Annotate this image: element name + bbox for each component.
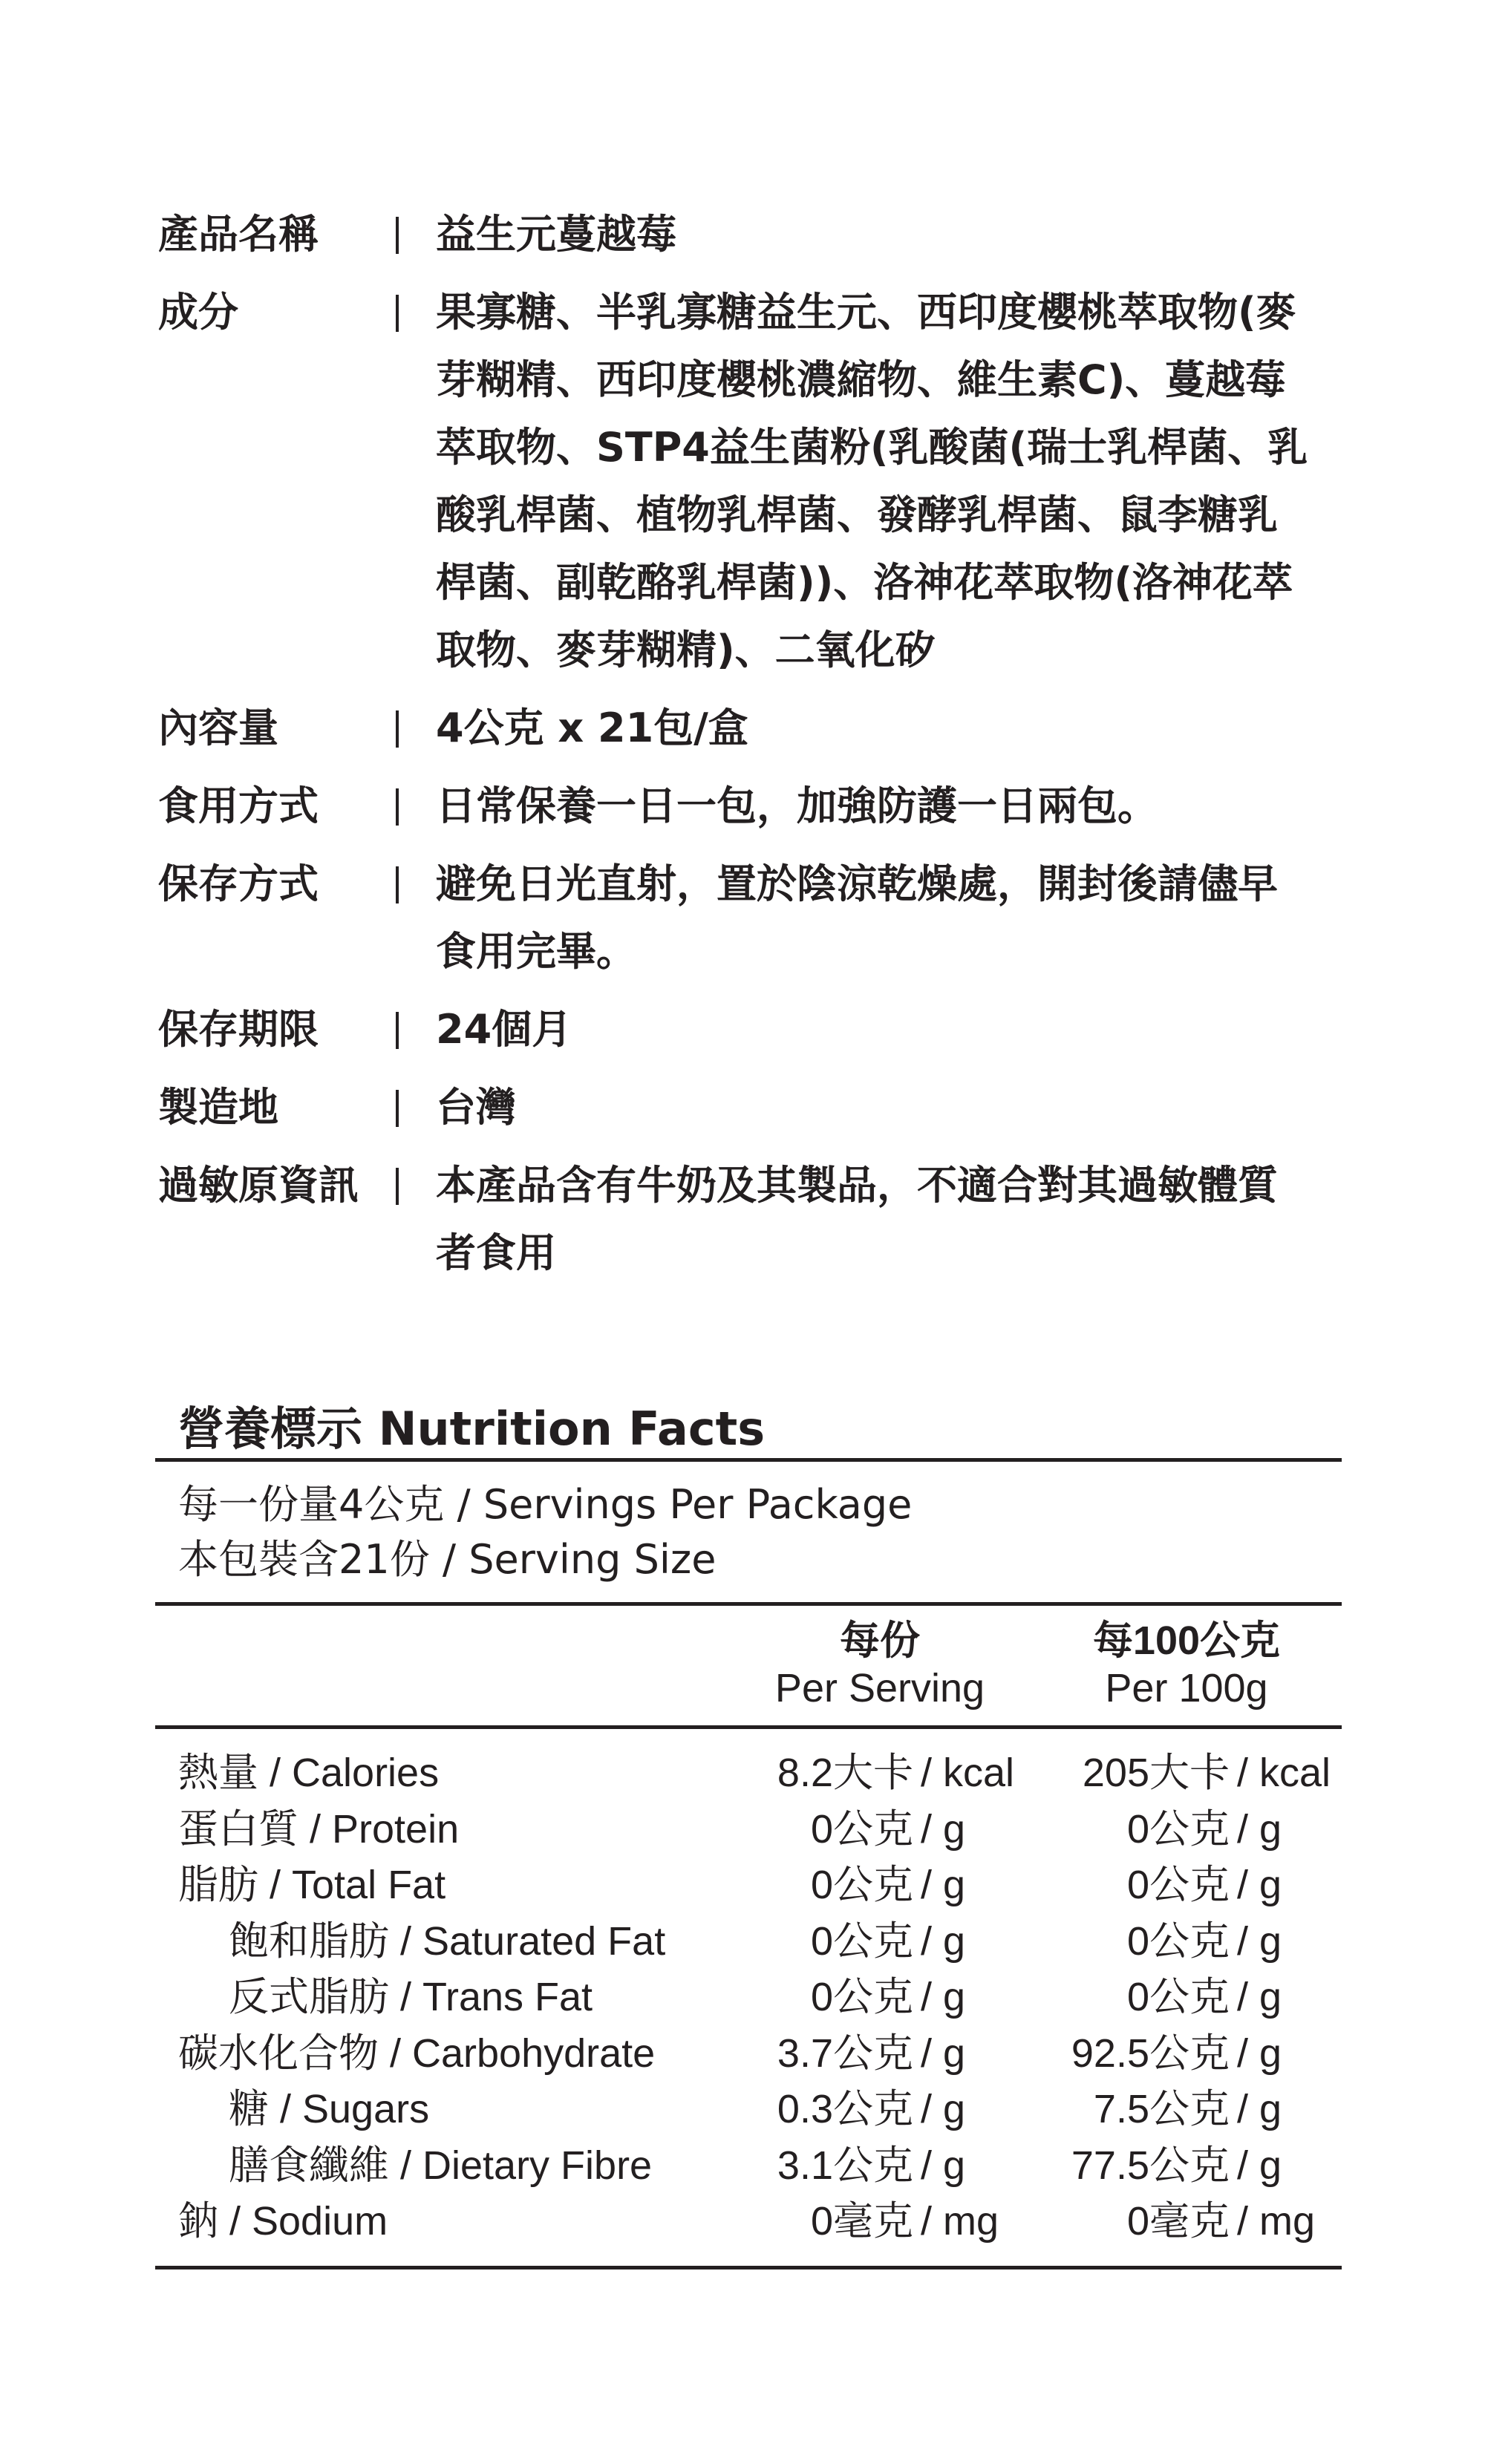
info-label: 產品名稱 <box>158 211 319 258</box>
divider <box>155 1602 1342 1606</box>
info-value: 本產品含有牛奶及其製品，不適合對其過敏體質 者食用 <box>436 1162 1278 1276</box>
info-row <box>158 850 1376 985</box>
divider <box>155 1458 1342 1462</box>
per-serving-value: 0公克 <box>810 1806 913 1852</box>
per-serving-unit: / g <box>921 1918 966 1964</box>
per-serving-value: 0公克 <box>810 1975 913 2019</box>
per-100g-unit: / g <box>1237 1918 1282 1964</box>
nutrient-name: 碳水化合物 / Carbohydrate <box>178 2030 656 2076</box>
divider <box>155 2266 1342 2269</box>
info-row <box>158 996 1376 1063</box>
info-value: 4公克 x 21包/盒 <box>436 705 748 751</box>
nutrition-row <box>178 1857 1366 1913</box>
separator <box>396 1168 399 1205</box>
nutrition-row <box>178 1969 1366 2025</box>
per-100g-value: 92.5公克 <box>1071 2030 1230 2076</box>
separator <box>396 295 399 332</box>
info-row <box>158 278 1376 684</box>
info-row <box>158 694 1376 762</box>
per-100g-value: 0公克 <box>1126 1918 1230 1964</box>
nutrient-name: 膳食纖維 / Dietary Fibre <box>229 2143 653 2188</box>
separator <box>396 1012 399 1049</box>
info-value: 果寡糖、半乳寡糖益生元、西印度櫻桃萃取物(麥 芽糊精、西印度櫻桃濃縮物、維生素C)、蔓越莓 萃取物、STP4益生菌粉(乳酸菌(瑞士乳桿菌、乳 酸乳桿菌、植物乳桿菌、發酵乳桿菌、鼠李糖乳 桿菌、副乾酪乳桿菌))、洛神花萃取物(洛神花萃 取物、麥芽糊精)、二氧化矽 <box>436 289 1308 673</box>
nutrition-row <box>178 2193 1366 2249</box>
per-serving-value: 0毫克 <box>810 2199 913 2244</box>
per-100g-value: 7.5公克 <box>1093 2087 1230 2131</box>
per-100g-unit: / g <box>1237 2030 1282 2076</box>
column-header-zh: 每100公克 <box>1092 1618 1281 1663</box>
info-row <box>158 1151 1376 1287</box>
nutrient-name: 飽和脂肪 / Saturated Fat <box>229 1918 666 1964</box>
per-100g-value: 205大卡 <box>1082 1751 1230 1795</box>
nutrition-row <box>178 2137 1366 2194</box>
nutrient-name: 鈉 / Sodium <box>178 2199 388 2244</box>
info-label: 內容量 <box>158 705 278 751</box>
nutrition-row <box>178 2081 1366 2137</box>
info-value: 24個月 <box>436 1006 572 1053</box>
column-header-per-100g <box>1038 1617 1335 1712</box>
info-label: 過敏原資訊 <box>158 1162 359 1209</box>
info-row <box>158 772 1376 840</box>
separator <box>396 866 399 903</box>
per-serving-unit: / g <box>921 2087 966 2131</box>
per-100g-unit: / g <box>1237 2143 1282 2188</box>
nutrient-name: 脂肪 / Total Fat <box>178 1863 446 1907</box>
per-serving-unit: / g <box>921 2030 966 2076</box>
per-serving-value: 0.3公克 <box>777 2087 913 2131</box>
servings-per-package-line: 本包裝含21份 / Serving Size <box>178 1536 717 1583</box>
info-row <box>158 1073 1376 1141</box>
column-header-zh: 每份 <box>840 1618 920 1663</box>
per-serving-value: 8.2大卡 <box>777 1751 913 1795</box>
per-100g-unit: / g <box>1237 2087 1282 2131</box>
info-row <box>158 200 1376 268</box>
per-100g-value: 0公克 <box>1126 1863 1230 1907</box>
info-label: 保存方式 <box>158 860 319 907</box>
nutrition-row <box>178 1745 1366 1801</box>
per-serving-value: 0公克 <box>810 1918 913 1964</box>
column-header-en: Per 100g <box>1105 1666 1268 1710</box>
per-serving-unit: / g <box>921 1863 966 1907</box>
column-header-per-serving <box>731 1617 1028 1712</box>
per-serving-unit: / kcal <box>921 1751 1015 1795</box>
info-label: 成分 <box>158 289 238 336</box>
per-100g-unit: / g <box>1237 1863 1282 1907</box>
nutrient-name: 熱量 / Calories <box>178 1751 440 1795</box>
info-label: 保存期限 <box>158 1006 319 1053</box>
per-100g-value: 77.5公克 <box>1071 2143 1230 2188</box>
per-100g-value: 0毫克 <box>1126 2199 1230 2244</box>
nutrition-row <box>178 1801 1366 1857</box>
nutrition-row <box>178 1913 1366 1970</box>
divider <box>155 1725 1342 1729</box>
separator <box>396 1090 399 1127</box>
per-100g-value: 0公克 <box>1126 1975 1230 2019</box>
serving-size-line: 每一份量4公克 / Servings Per Package <box>178 1481 913 1528</box>
per-serving-unit: / mg <box>921 2199 999 2244</box>
per-serving-unit: / g <box>921 2143 966 2188</box>
per-100g-unit: / kcal <box>1237 1751 1331 1795</box>
per-100g-value: 0公克 <box>1126 1806 1230 1852</box>
per-serving-unit: / g <box>921 1975 966 2019</box>
nutrient-name: 蛋白質 / Protein <box>178 1806 460 1852</box>
per-100g-unit: / mg <box>1237 2199 1316 2244</box>
per-serving-value: 0公克 <box>810 1863 913 1907</box>
nutrition-row <box>178 2025 1366 2082</box>
product-info-list <box>158 200 1376 1297</box>
info-value: 益生元蔓越莓 <box>436 211 676 258</box>
per-serving-value: 3.1公克 <box>777 2143 913 2188</box>
column-header-en: Per Serving <box>774 1666 985 1710</box>
per-100g-unit: / g <box>1237 1806 1282 1852</box>
info-label: 食用方式 <box>158 782 319 829</box>
separator <box>396 788 399 826</box>
nutrition-title: 營養標示 Nutrition Facts <box>178 1402 766 1456</box>
nutrient-name: 反式脂肪 / Trans Fat <box>229 1975 593 2019</box>
info-value: 台灣 <box>436 1084 516 1131</box>
nutrient-name: 糖 / Sugars <box>229 2087 430 2131</box>
per-100g-unit: / g <box>1237 1975 1282 2019</box>
per-serving-unit: / g <box>921 1806 966 1852</box>
info-label: 製造地 <box>158 1084 278 1131</box>
info-value: 日常保養一日一包，加強防護一日兩包。 <box>436 782 1158 829</box>
per-serving-value: 3.7公克 <box>777 2030 913 2076</box>
info-value: 避免日光直射，置於陰涼乾燥處，開封後請儘早 食用完畢。 <box>436 860 1278 975</box>
separator <box>396 710 399 748</box>
separator <box>396 217 399 254</box>
